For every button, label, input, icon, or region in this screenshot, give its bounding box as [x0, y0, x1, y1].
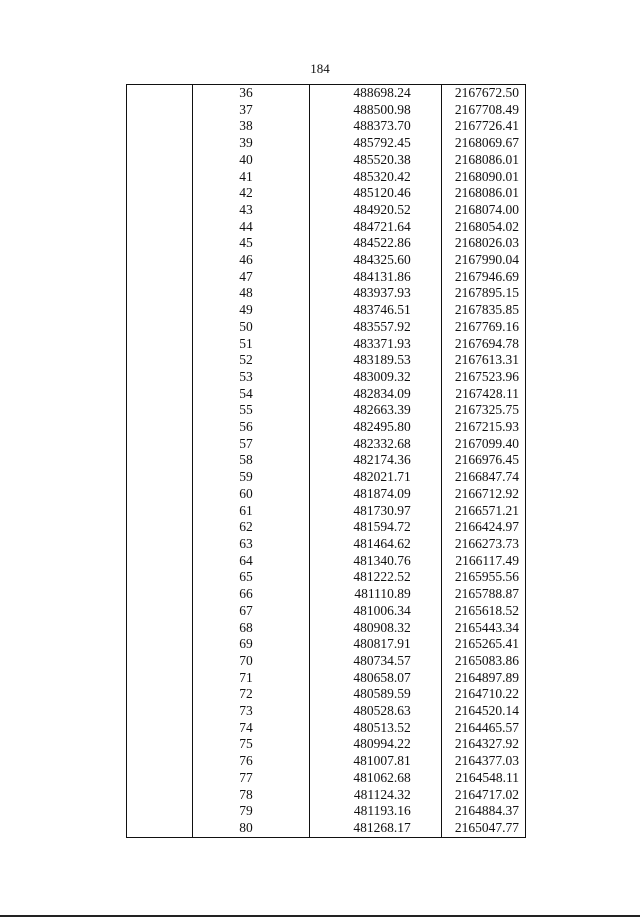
- point-number-cell: 52: [192, 352, 309, 369]
- table-row: [127, 770, 526, 787]
- coordinate-table-body: [127, 85, 526, 838]
- point-number-cell: 66: [192, 586, 309, 603]
- point-number-cell: 40: [192, 152, 309, 169]
- table-row: [127, 803, 526, 820]
- table-row: [127, 419, 526, 436]
- point-number-cell: 46: [192, 252, 309, 269]
- y-coordinate-cell: 2164710.22: [441, 686, 525, 703]
- table-row: [127, 102, 526, 119]
- y-coordinate-cell: 2164548.11: [441, 770, 525, 787]
- y-coordinate-cell: 2165788.87: [441, 586, 525, 603]
- table-row: [127, 386, 526, 403]
- blank-cell: [127, 302, 193, 319]
- blank-cell: [127, 770, 193, 787]
- x-coordinate-cell: 481340.76: [309, 553, 441, 570]
- x-coordinate-cell: 483189.53: [309, 352, 441, 369]
- x-coordinate-cell: 481464.62: [309, 536, 441, 553]
- y-coordinate-cell: 2167895.15: [441, 285, 525, 302]
- table-row: [127, 235, 526, 252]
- blank-cell: [127, 736, 193, 753]
- y-coordinate-cell: 2164465.57: [441, 720, 525, 737]
- point-number-cell: 77: [192, 770, 309, 787]
- y-coordinate-cell: 2164717.02: [441, 787, 525, 804]
- point-number-cell: 41: [192, 169, 309, 186]
- x-coordinate-cell: 481222.52: [309, 569, 441, 586]
- x-coordinate-cell: 481110.89: [309, 586, 441, 603]
- blank-cell: [127, 386, 193, 403]
- point-number-cell: 50: [192, 319, 309, 336]
- blank-cell: [127, 519, 193, 536]
- point-number-cell: 60: [192, 486, 309, 503]
- table-row: [127, 753, 526, 770]
- blank-cell: [127, 419, 193, 436]
- point-number-cell: 65: [192, 569, 309, 586]
- y-coordinate-cell: 2165047.77: [441, 820, 525, 837]
- table-row: [127, 152, 526, 169]
- x-coordinate-cell: 484522.86: [309, 235, 441, 252]
- x-coordinate-cell: 485120.46: [309, 185, 441, 202]
- y-coordinate-cell: 2166117.49: [441, 553, 525, 570]
- table-row: [127, 219, 526, 236]
- x-coordinate-cell: 488698.24: [309, 85, 441, 102]
- table-row: [127, 503, 526, 520]
- x-coordinate-cell: 484920.52: [309, 202, 441, 219]
- point-number-cell: 74: [192, 720, 309, 737]
- point-number-cell: 75: [192, 736, 309, 753]
- x-coordinate-cell: 480589.59: [309, 686, 441, 703]
- point-number-cell: 80: [192, 820, 309, 837]
- x-coordinate-cell: 481006.34: [309, 603, 441, 620]
- blank-cell: [127, 553, 193, 570]
- table-row: [127, 169, 526, 186]
- x-coordinate-cell: 481124.32: [309, 787, 441, 804]
- x-coordinate-cell: 483937.93: [309, 285, 441, 302]
- x-coordinate-cell: 485792.45: [309, 135, 441, 152]
- y-coordinate-cell: 2164327.92: [441, 736, 525, 753]
- x-coordinate-cell: 480734.57: [309, 653, 441, 670]
- blank-cell: [127, 202, 193, 219]
- table-row: [127, 402, 526, 419]
- x-coordinate-cell: 485320.42: [309, 169, 441, 186]
- point-number-cell: 61: [192, 503, 309, 520]
- point-number-cell: 43: [192, 202, 309, 219]
- blank-cell: [127, 336, 193, 353]
- blank-cell: [127, 369, 193, 386]
- point-number-cell: 49: [192, 302, 309, 319]
- table-row: [127, 369, 526, 386]
- x-coordinate-cell: 483009.32: [309, 369, 441, 386]
- y-coordinate-cell: 2167708.49: [441, 102, 525, 119]
- y-coordinate-cell: 2167694.78: [441, 336, 525, 353]
- table-row: [127, 787, 526, 804]
- y-coordinate-cell: 2165083.86: [441, 653, 525, 670]
- x-coordinate-cell: 481268.17: [309, 820, 441, 837]
- table-row: [127, 135, 526, 152]
- blank-cell: [127, 720, 193, 737]
- x-coordinate-cell: 488373.70: [309, 118, 441, 135]
- point-number-cell: 39: [192, 135, 309, 152]
- y-coordinate-cell: 2165618.52: [441, 603, 525, 620]
- table-row: [127, 202, 526, 219]
- point-number-cell: 76: [192, 753, 309, 770]
- y-coordinate-cell: 2166571.21: [441, 503, 525, 520]
- x-coordinate-cell: 483371.93: [309, 336, 441, 353]
- table-row: [127, 536, 526, 553]
- point-number-cell: 64: [192, 553, 309, 570]
- y-coordinate-cell: 2167428.11: [441, 386, 525, 403]
- blank-cell: [127, 670, 193, 687]
- blank-cell: [127, 185, 193, 202]
- x-coordinate-cell: 481062.68: [309, 770, 441, 787]
- x-coordinate-cell: 481007.81: [309, 753, 441, 770]
- x-coordinate-cell: 483557.92: [309, 319, 441, 336]
- table-row: [127, 452, 526, 469]
- point-number-cell: 42: [192, 185, 309, 202]
- blank-cell: [127, 452, 193, 469]
- point-number-cell: 53: [192, 369, 309, 386]
- point-number-cell: 54: [192, 386, 309, 403]
- table-row: [127, 352, 526, 369]
- y-coordinate-cell: 2165955.56: [441, 569, 525, 586]
- point-number-cell: 63: [192, 536, 309, 553]
- y-coordinate-cell: 2166976.45: [441, 452, 525, 469]
- y-coordinate-cell: 2165265.41: [441, 636, 525, 653]
- table-row: [127, 820, 526, 837]
- y-coordinate-cell: 2167099.40: [441, 436, 525, 453]
- y-coordinate-cell: 2167325.75: [441, 402, 525, 419]
- blank-cell: [127, 402, 193, 419]
- blank-cell: [127, 235, 193, 252]
- blank-cell: [127, 787, 193, 804]
- blank-cell: [127, 118, 193, 135]
- table-row: [127, 519, 526, 536]
- y-coordinate-cell: 2167946.69: [441, 269, 525, 286]
- table-row: [127, 586, 526, 603]
- table-row: [127, 436, 526, 453]
- x-coordinate-cell: 484131.86: [309, 269, 441, 286]
- blank-cell: [127, 135, 193, 152]
- blank-cell: [127, 653, 193, 670]
- table-row: [127, 553, 526, 570]
- point-number-cell: 38: [192, 118, 309, 135]
- blank-cell: [127, 586, 193, 603]
- x-coordinate-cell: 480658.07: [309, 670, 441, 687]
- x-coordinate-cell: 480994.22: [309, 736, 441, 753]
- point-number-cell: 44: [192, 219, 309, 236]
- blank-cell: [127, 85, 193, 102]
- blank-cell: [127, 269, 193, 286]
- y-coordinate-cell: 2166424.97: [441, 519, 525, 536]
- blank-cell: [127, 536, 193, 553]
- x-coordinate-cell: 482174.36: [309, 452, 441, 469]
- table-row: [127, 620, 526, 637]
- y-coordinate-cell: 2168086.01: [441, 185, 525, 202]
- table-row: [127, 569, 526, 586]
- table-row: [127, 336, 526, 353]
- blank-cell: [127, 686, 193, 703]
- y-coordinate-cell: 2168054.02: [441, 219, 525, 236]
- table-row: [127, 653, 526, 670]
- table-row: [127, 603, 526, 620]
- point-number-cell: 79: [192, 803, 309, 820]
- blank-cell: [127, 486, 193, 503]
- x-coordinate-cell: 481874.09: [309, 486, 441, 503]
- blank-cell: [127, 703, 193, 720]
- table-row: [127, 285, 526, 302]
- point-number-cell: 68: [192, 620, 309, 637]
- blank-cell: [127, 152, 193, 169]
- blank-cell: [127, 469, 193, 486]
- x-coordinate-cell: 482663.39: [309, 402, 441, 419]
- x-coordinate-cell: 485520.38: [309, 152, 441, 169]
- blank-cell: [127, 753, 193, 770]
- point-number-cell: 47: [192, 269, 309, 286]
- table-row: [127, 319, 526, 336]
- y-coordinate-cell: 2164884.37: [441, 803, 525, 820]
- point-number-cell: 48: [192, 285, 309, 302]
- table-row: [127, 720, 526, 737]
- point-number-cell: 71: [192, 670, 309, 687]
- point-number-cell: 67: [192, 603, 309, 620]
- y-coordinate-cell: 2166712.92: [441, 486, 525, 503]
- point-number-cell: 45: [192, 235, 309, 252]
- y-coordinate-cell: 2165443.34: [441, 620, 525, 637]
- blank-cell: [127, 636, 193, 653]
- x-coordinate-cell: 483746.51: [309, 302, 441, 319]
- table-row: [127, 185, 526, 202]
- point-number-cell: 51: [192, 336, 309, 353]
- y-coordinate-cell: 2168074.00: [441, 202, 525, 219]
- x-coordinate-cell: 482495.80: [309, 419, 441, 436]
- y-coordinate-cell: 2164377.03: [441, 753, 525, 770]
- x-coordinate-cell: 484721.64: [309, 219, 441, 236]
- blank-cell: [127, 219, 193, 236]
- blank-cell: [127, 569, 193, 586]
- table-row: [127, 703, 526, 720]
- blank-cell: [127, 820, 193, 837]
- blank-cell: [127, 252, 193, 269]
- point-number-cell: 70: [192, 653, 309, 670]
- y-coordinate-cell: 2167769.16: [441, 319, 525, 336]
- y-coordinate-cell: 2168086.01: [441, 152, 525, 169]
- y-coordinate-cell: 2167726.41: [441, 118, 525, 135]
- x-coordinate-cell: 480908.32: [309, 620, 441, 637]
- table-row: [127, 302, 526, 319]
- blank-cell: [127, 503, 193, 520]
- page-number: 184: [310, 61, 330, 76]
- y-coordinate-cell: 2168026.03: [441, 235, 525, 252]
- point-number-cell: 69: [192, 636, 309, 653]
- blank-cell: [127, 285, 193, 302]
- point-number-cell: 56: [192, 419, 309, 436]
- table-row: [127, 118, 526, 135]
- table-row: [127, 686, 526, 703]
- blank-cell: [127, 603, 193, 620]
- blank-cell: [127, 169, 193, 186]
- x-coordinate-cell: 480817.91: [309, 636, 441, 653]
- point-number-cell: 73: [192, 703, 309, 720]
- y-coordinate-cell: 2164520.14: [441, 703, 525, 720]
- y-coordinate-cell: 2166847.74: [441, 469, 525, 486]
- point-number-cell: 58: [192, 452, 309, 469]
- point-number-cell: 62: [192, 519, 309, 536]
- point-number-cell: 72: [192, 686, 309, 703]
- table-row: [127, 269, 526, 286]
- blank-cell: [127, 436, 193, 453]
- y-coordinate-cell: 2167523.96: [441, 369, 525, 386]
- blank-cell: [127, 352, 193, 369]
- x-coordinate-cell: 482332.68: [309, 436, 441, 453]
- x-coordinate-cell: 481594.72: [309, 519, 441, 536]
- point-number-cell: 37: [192, 102, 309, 119]
- point-number-cell: 78: [192, 787, 309, 804]
- table-row: [127, 670, 526, 687]
- y-coordinate-cell: 2168090.01: [441, 169, 525, 186]
- y-coordinate-cell: 2164897.89: [441, 670, 525, 687]
- table-row: [127, 252, 526, 269]
- y-coordinate-cell: 2167835.85: [441, 302, 525, 319]
- x-coordinate-cell: 480528.63: [309, 703, 441, 720]
- x-coordinate-cell: 481730.97: [309, 503, 441, 520]
- y-coordinate-cell: 2167215.93: [441, 419, 525, 436]
- blank-cell: [127, 319, 193, 336]
- table-row: [127, 85, 526, 102]
- blank-cell: [127, 102, 193, 119]
- x-coordinate-cell: 482834.09: [309, 386, 441, 403]
- y-coordinate-cell: 2167990.04: [441, 252, 525, 269]
- y-coordinate-cell: 2167613.31: [441, 352, 525, 369]
- x-coordinate-cell: 482021.71: [309, 469, 441, 486]
- point-number-cell: 55: [192, 402, 309, 419]
- bottom-edge-rule: [0, 915, 640, 917]
- y-coordinate-cell: 2167672.50: [441, 85, 525, 102]
- x-coordinate-cell: 488500.98: [309, 102, 441, 119]
- x-coordinate-cell: 481193.16: [309, 803, 441, 820]
- table-row: [127, 636, 526, 653]
- table-row: [127, 736, 526, 753]
- blank-cell: [127, 803, 193, 820]
- y-coordinate-cell: 2166273.73: [441, 536, 525, 553]
- point-number-cell: 57: [192, 436, 309, 453]
- y-coordinate-cell: 2168069.67: [441, 135, 525, 152]
- point-number-cell: 59: [192, 469, 309, 486]
- coordinate-table: [126, 84, 526, 838]
- x-coordinate-cell: 484325.60: [309, 252, 441, 269]
- x-coordinate-cell: 480513.52: [309, 720, 441, 737]
- blank-cell: [127, 620, 193, 637]
- point-number-cell: 36: [192, 85, 309, 102]
- table-row: [127, 486, 526, 503]
- table-row: [127, 469, 526, 486]
